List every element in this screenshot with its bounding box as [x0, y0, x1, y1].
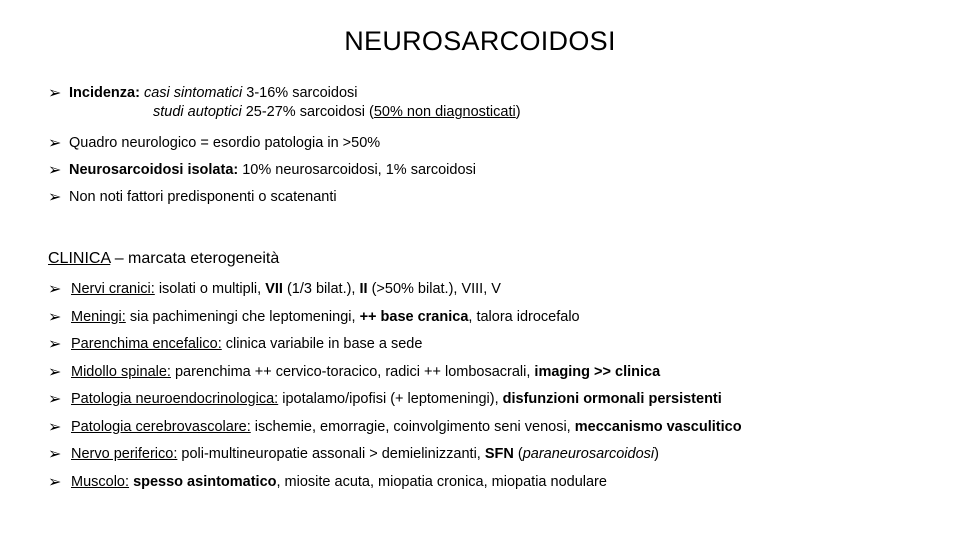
item-label: Midollo spinale: — [71, 363, 171, 380]
incidenza-line2-value: 25-27% sarcoidosi ( — [241, 104, 374, 120]
item-bold: meccanismo vasculitico — [574, 418, 742, 435]
item-bold: VII — [265, 281, 283, 297]
arrow-bullet-icon: ➢ — [48, 363, 62, 381]
item-label: Patologia neuroendocrinologica: — [71, 391, 279, 407]
item-italic: paraneurosarcoidosi — [522, 446, 655, 462]
isolata-text: 10% neurosarcoidosi, 1% sarcoidosi — [238, 162, 476, 178]
list-item-muscolo — [48, 473, 742, 501]
arrow-bullet-icon: ➢ — [48, 418, 62, 436]
item-text: sia pachimeningi che leptomeningi, — [125, 308, 360, 325]
clinica-heading — [48, 250, 279, 268]
fattori-text: Non noti fattori predisponenti o scatenanti — [69, 189, 337, 205]
arrow-bullet-icon: ➢ — [48, 446, 62, 463]
item-label: Nervi cranici: — [71, 281, 155, 297]
item-label: Muscolo: — [71, 473, 130, 490]
arrow-bullet-icon: ➢ — [48, 281, 62, 298]
item-label: Parenchima encefalico: — [71, 336, 222, 352]
incidenza-line2 — [69, 103, 521, 122]
item-label: Nervo periferico: — [71, 446, 178, 462]
incidenza-line2-underlined: 50% non diagnosticati — [373, 104, 516, 120]
quadro-text: Quadro neurologico = esordio patologia in >50% — [69, 135, 381, 151]
list-item-midollo — [48, 363, 742, 391]
item-bold: disfunzioni ormonali persistenti — [502, 391, 722, 407]
item-text: ) — [654, 446, 659, 462]
slide-title: NEUROSARCOIDOSI — [344, 26, 616, 56]
list-item-incidenza — [48, 84, 521, 134]
item-text: (>50% bilat.), VIII, V — [367, 281, 501, 297]
clinica-heading-underlined: CLINICA — [48, 250, 111, 267]
item-bold: ++ base cranica — [359, 308, 469, 325]
arrow-bullet-icon: ➢ — [48, 189, 62, 206]
incidenza-line1 — [144, 85, 358, 101]
item-label: Meningi: — [71, 308, 126, 325]
item-bold: imaging >> clinica — [534, 363, 661, 380]
list-item-parenchima — [48, 335, 742, 363]
list-item-meningi — [48, 308, 742, 336]
arrow-bullet-icon: ➢ — [48, 135, 62, 152]
item-bold: spesso asintomatico — [133, 473, 277, 490]
item-text: isolati o multipli, — [154, 281, 266, 297]
summary-list — [48, 84, 521, 215]
incidenza-line2-close: ) — [515, 104, 521, 120]
incidenza-line2-italic: studi autoptici — [153, 104, 242, 120]
item-text: clinica variabile in base a sede — [221, 336, 423, 352]
list-item-nervi-cranici — [48, 280, 742, 308]
item-label: Patologia cerebrovascolare: — [71, 418, 251, 435]
item-text: , talora idrocefalo — [468, 308, 580, 325]
arrow-bullet-icon: ➢ — [48, 473, 62, 491]
item-bold: SFN — [484, 446, 514, 462]
incidenza-label: Incidenza: — [69, 85, 140, 101]
item-text: parenchima ++ cervico-toracico, radici ++ lombosacrali, — [170, 363, 535, 380]
item-bold: II — [359, 281, 368, 297]
incidenza-line1-value: 3-16% sarcoidosi — [242, 85, 358, 101]
list-item-fattori — [48, 188, 521, 215]
list-item-cerebrovascolare — [48, 418, 742, 446]
item-text: , miosite acuta, miopatia cronica, miopatia nodulare — [276, 473, 607, 490]
arrow-bullet-icon: ➢ — [48, 336, 62, 353]
clinica-list — [48, 280, 742, 500]
item-text: ischemie, emorragie, coinvolgimento seni venosi, — [250, 418, 575, 435]
list-item-neuroendocrino — [48, 390, 742, 418]
incidenza-line1-italic: casi sintomatici — [143, 85, 243, 101]
item-text: (1/3 bilat.), — [282, 281, 360, 297]
clinica-heading-rest: – marcata eterogeneità — [110, 250, 280, 267]
item-text: poli-multineuropatie assonali > demielinizzanti, — [177, 446, 485, 462]
list-item-isolata — [48, 161, 521, 188]
arrow-bullet-icon: ➢ — [48, 85, 62, 102]
arrow-bullet-icon: ➢ — [48, 391, 62, 408]
arrow-bullet-icon: ➢ — [48, 308, 62, 326]
item-text: ipotalamo/ipofisi (+ leptomeningi), — [278, 391, 503, 407]
item-text: ( — [513, 446, 523, 462]
list-item-nervo-periferico — [48, 445, 742, 473]
list-item-quadro — [48, 134, 521, 161]
arrow-bullet-icon: ➢ — [48, 162, 62, 179]
isolata-label: Neurosarcoidosi isolata: — [69, 162, 239, 178]
